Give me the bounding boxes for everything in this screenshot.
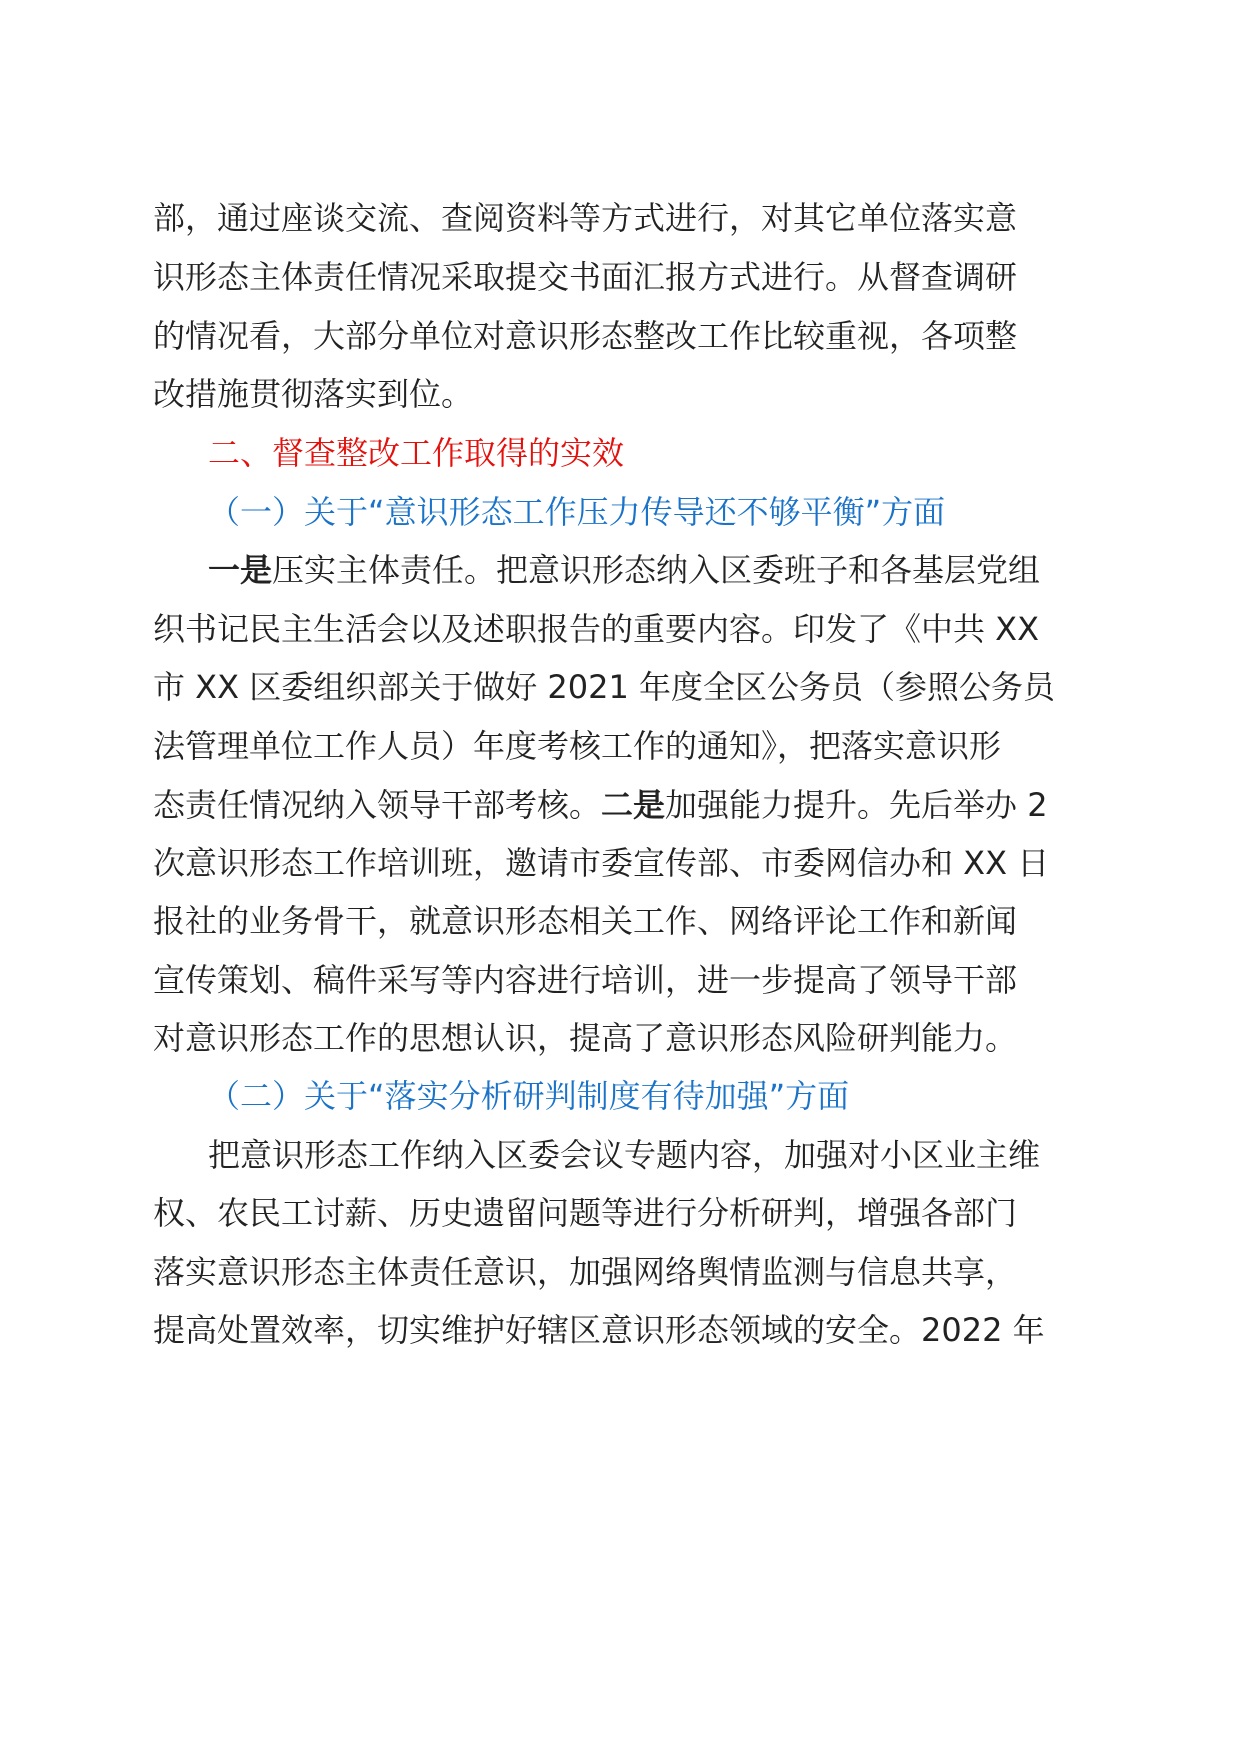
paragraph-text: 压实主体责任。把意识形态纳入区委班子和各基层党组 (272, 551, 1041, 589)
paragraph-line: 落实意识形态主体责任意识，加强网络舆情监测与信息共享， (153, 1253, 1018, 1291)
paragraph-line: 权、农民工讨薪、历史遗留问题等进行分析研判，增强各部门 (153, 1194, 1018, 1232)
bold-lead: 二是 (601, 786, 666, 824)
paragraph-line (153, 780, 1093, 830)
body-text-line: 部，通过座谈交流、查阅资料等方式进行，对其它单位落实意 (153, 199, 1018, 237)
paragraph-line: 法管理单位工作人员）年度考核工作的通知》，把落实意识形 (153, 727, 1002, 765)
subheading-2: （二）关于“落实分析研判制度有待加强”方面 (208, 1077, 850, 1115)
section-heading: 二、督查整改工作取得的实效 (208, 434, 625, 472)
paragraph-line: 宣传策划、稿件采写等内容进行培训，进一步提高了领导干部 (153, 961, 1018, 999)
body-text-line: 识形态主体责任情况采取提交书面汇报方式进行。从督查调研 (153, 258, 1018, 296)
paragraph-line: 次意识形态工作培训班，邀请市委宣传部、市委网信办和 XX 日 (153, 844, 1050, 882)
paragraph-line: 把意识形态工作纳入区委会议专题内容，加强对小区业主维 (208, 1136, 1041, 1174)
subheading-1: （一）关于“意识形态工作压力传导还不够平衡”方面 (208, 493, 946, 531)
paragraph-line: 提高处置效率，切实维护好辖区意识形态领域的安全。2022 年 (153, 1311, 1045, 1349)
paragraph-text: 态责任情况纳入领导干部考核。 (153, 786, 602, 824)
body-text-line: 改措施贯彻落实到位。 (153, 375, 474, 413)
body-text-line: 的情况看，大部分单位对意识形态整改工作比较重视，各项整 (153, 317, 1018, 355)
paragraph-line (208, 545, 1148, 595)
paragraph-line: 织书记民主生活会以及述职报告的重要内容。印发了《中共 XX (153, 610, 1040, 648)
paragraph-line: 市 XX 区委组织部关于做好 2021 年度全区公务员（参照公务员 (153, 668, 1055, 706)
paragraph-line: 报社的业务骨干，就意识形态相关工作、网络评论工作和新闻 (153, 902, 1018, 940)
paragraph-line: 对意识形态工作的思想认识，提高了意识形态风险研判能力。 (153, 1019, 1018, 1057)
bold-lead: 一是 (208, 551, 273, 589)
paragraph-text: 加强能力提升。先后举办 2 (665, 786, 1048, 824)
